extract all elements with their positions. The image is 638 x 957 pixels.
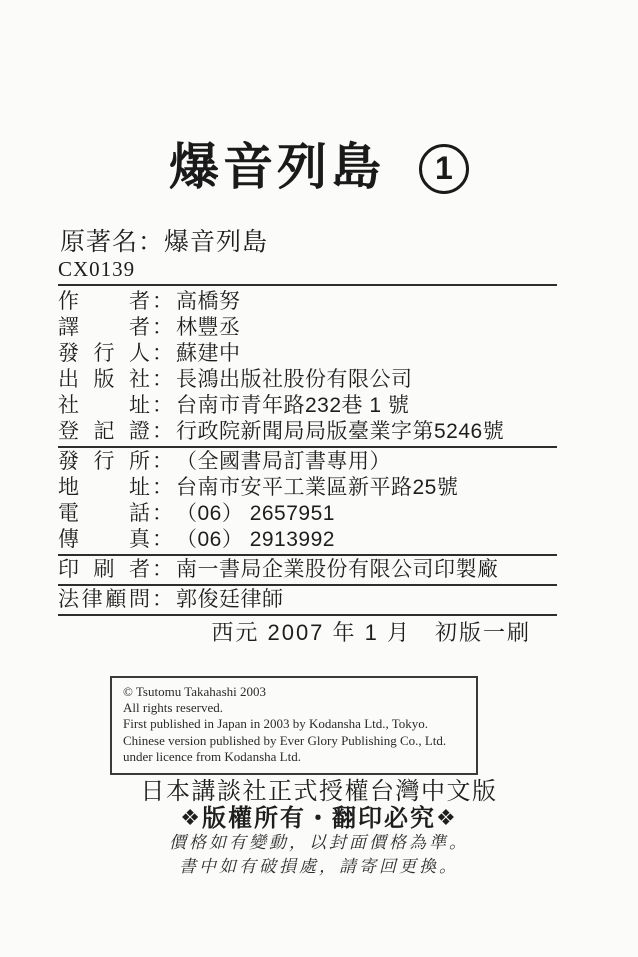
divider-line [58,614,557,616]
row-colon: ： [152,476,173,499]
row-label: 登記證 [58,420,150,443]
copyright-line: Chinese version published by Ever Glory Publishing Co., Ltd. [123,732,447,748]
table-row [58,587,557,613]
row-value: 蘇建中 [176,342,241,365]
row-colon: ： [152,394,173,417]
table-row [58,393,557,419]
table-row [58,501,557,527]
table-row [58,367,557,393]
original-title-line: 原著名：爆音列島 [60,228,269,256]
table-row [58,341,557,367]
divider-line [58,554,557,556]
copyright-notice-box [110,676,478,775]
row-value: 郭俊廷律師 [176,588,284,611]
row-colon: ： [152,588,173,611]
row-colon: ： [152,290,173,313]
row-colon: ： [152,368,173,391]
divider-line [58,584,557,586]
row-label: 地址 [58,476,150,499]
row-label: 發行人 [58,342,150,365]
table-row [58,419,557,445]
volume-number-badge: 1 [419,144,469,194]
colophon-table [58,289,557,647]
row-label: 傳真 [58,528,150,551]
book-title-text: 爆音列島 [169,139,386,195]
edition-date-line: 西元 2007 年 1 月 初版一刷 [211,620,531,645]
row-value: 行政院新聞局局版臺業字第5246號 [176,420,505,443]
row-value: 高橋努 [176,290,241,313]
table-row [58,475,557,501]
row-colon: ： [152,450,173,473]
divider-line [58,446,557,448]
row-colon: ： [152,528,173,551]
rights-notice-text: 版權所有・翻印必究 [202,805,436,832]
book-title [0,127,638,199]
row-colon: ： [152,342,173,365]
row-value: 台南市安平工業區新平路25號 [176,476,459,499]
row-label: 作者 [58,290,150,313]
row-value: 台南市青年路232巷 1 號 [176,394,410,417]
copyright-line: All rights reserved. [123,700,224,716]
row-label: 電話 [58,502,150,525]
row-colon: ： [152,502,173,525]
table-row [58,557,557,583]
damage-note: 書中如有破損處，請寄回更換。 [179,857,459,876]
row-colon: ： [152,558,173,581]
authorization-line: 日本講談社正式授權台灣中文版 [140,778,498,805]
row-value: 林豐丞 [176,316,241,339]
table-row [58,527,557,553]
copyright-line: © Tsutomu Takahashi 2003 [123,684,266,699]
table-row [58,315,557,341]
divider-line [58,284,557,286]
row-label: 社址 [58,394,150,417]
row-value: （06） 2913992 [176,528,335,551]
table-row [58,289,557,315]
copyright-line: First published in Japan in 2003 by Kodansha Ltd., Tokyo. [123,716,429,732]
table-row [58,449,557,475]
price-note: 價格如有變動，以封面價格為準。 [169,833,469,852]
row-label: 法律顧問 [58,588,150,611]
row-value: 南一書局企業股份有限公司印製廠 [176,558,499,581]
row-value: 長鴻出版社股份有限公司 [176,368,413,391]
row-colon: ： [152,420,173,443]
row-value: （全國書局訂書專用） [176,450,391,473]
row-label: 譯者 [58,316,150,339]
row-label: 發行所 [58,450,150,473]
catalog-code: CX0139 [58,257,136,281]
row-colon: ： [152,316,173,339]
diamond-icon: ❖ [180,805,202,830]
row-value: （06） 2657951 [176,502,335,525]
diamond-icon: ❖ [436,805,458,830]
copyright-line: under licence from Kodansha Ltd. [123,748,301,764]
row-label: 印刷者 [58,558,150,581]
row-label: 出版社 [58,368,150,391]
